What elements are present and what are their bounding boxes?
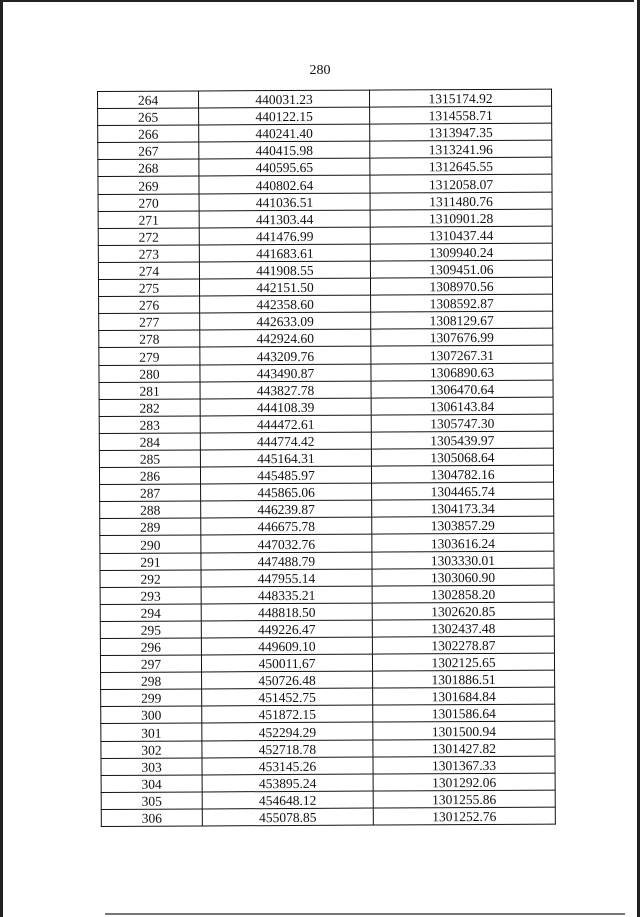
y-coordinate-cell: 1307267.31 (371, 346, 553, 364)
y-coordinate-cell: 1314558.71 (370, 106, 552, 124)
y-coordinate-cell: 1311480.76 (370, 192, 552, 210)
point-number-cell: 273 (98, 245, 199, 263)
y-coordinate-cell: 1315174.92 (369, 89, 551, 107)
y-coordinate-cell: 1301586.64 (373, 704, 555, 722)
x-coordinate-cell: 440241.40 (199, 124, 370, 142)
y-coordinate-cell: 1301684.84 (373, 687, 555, 705)
y-coordinate-cell: 1304465.74 (372, 482, 554, 500)
table-row (98, 175, 552, 194)
x-coordinate-cell: 449226.47 (201, 620, 372, 638)
point-number-cell: 289 (100, 518, 201, 536)
x-coordinate-cell: 442924.60 (200, 329, 371, 347)
y-coordinate-cell: 1308970.56 (370, 277, 552, 295)
x-coordinate-cell: 441476.99 (199, 227, 370, 245)
x-coordinate-cell: 447488.79 (201, 552, 372, 570)
point-number-cell: 272 (98, 228, 199, 246)
point-number-cell: 271 (98, 211, 199, 229)
point-number-cell: 264 (98, 91, 199, 109)
point-number-cell: 284 (99, 433, 200, 451)
point-number-cell: 298 (101, 672, 202, 690)
point-number-cell: 267 (98, 142, 199, 160)
x-coordinate-cell: 440415.98 (199, 141, 370, 159)
x-coordinate-cell: 440595.65 (199, 158, 370, 176)
point-number-cell: 287 (100, 484, 201, 502)
point-number-cell: 296 (100, 638, 201, 656)
table-row (100, 482, 554, 501)
scan-border-bottom (105, 913, 625, 915)
table-row (100, 653, 554, 672)
x-coordinate-cell: 443490.87 (200, 364, 371, 382)
table-row (99, 363, 553, 382)
table-row (101, 739, 555, 758)
coordinates-table-body (98, 89, 556, 826)
y-coordinate-cell: 1301292.06 (373, 773, 555, 791)
point-number-cell: 297 (100, 655, 201, 673)
table-row (99, 380, 553, 399)
table-row (99, 448, 553, 467)
table-row (98, 260, 552, 279)
x-coordinate-cell: 453895.24 (202, 774, 373, 792)
point-number-cell: 285 (99, 450, 200, 468)
x-coordinate-cell: 445164.31 (200, 449, 371, 467)
table-row (100, 602, 554, 621)
x-coordinate-cell: 444774.42 (200, 432, 371, 450)
table-row (101, 687, 555, 706)
y-coordinate-cell: 1301252.76 (373, 807, 555, 825)
x-coordinate-cell: 442358.60 (200, 295, 371, 313)
x-coordinate-cell: 448335.21 (201, 586, 372, 604)
point-number-cell: 290 (100, 535, 201, 553)
table-row (100, 499, 554, 518)
table-row (98, 140, 552, 159)
table-row (101, 807, 555, 826)
x-coordinate-cell: 449609.10 (201, 637, 372, 655)
point-number-cell: 277 (99, 313, 200, 331)
table-row (100, 516, 554, 535)
y-coordinate-cell: 1301255.86 (373, 790, 555, 808)
point-number-cell: 282 (99, 399, 200, 417)
y-coordinate-cell: 1301427.82 (373, 739, 555, 757)
y-coordinate-cell: 1303857.29 (372, 516, 554, 534)
x-coordinate-cell: 440031.23 (199, 90, 370, 108)
point-number-cell: 268 (98, 159, 199, 177)
table-row (99, 311, 553, 330)
point-number-cell: 300 (101, 706, 202, 724)
table-row (101, 670, 555, 689)
y-coordinate-cell: 1301886.51 (373, 670, 555, 688)
table-row (99, 294, 553, 313)
y-coordinate-cell: 1312058.07 (370, 175, 552, 193)
table-row (99, 397, 553, 416)
x-coordinate-cell: 452294.29 (202, 723, 373, 741)
y-coordinate-cell: 1306890.63 (371, 363, 553, 381)
table-row (98, 123, 552, 142)
table-row (101, 704, 555, 723)
table-row (100, 534, 554, 553)
y-coordinate-cell: 1310437.44 (370, 226, 552, 244)
table-row (98, 226, 552, 245)
table-row (98, 89, 552, 108)
y-coordinate-cell: 1310901.28 (370, 209, 552, 227)
table-row (98, 243, 552, 262)
point-number-cell: 274 (98, 262, 199, 280)
x-coordinate-cell: 443827.78 (200, 381, 371, 399)
point-number-cell: 279 (99, 347, 200, 365)
point-number-cell: 270 (98, 194, 199, 212)
point-number-cell: 280 (99, 364, 200, 382)
point-number-cell: 303 (101, 758, 202, 776)
y-coordinate-cell: 1305439.97 (371, 431, 553, 449)
x-coordinate-cell: 441303.44 (199, 210, 370, 228)
x-coordinate-cell: 441036.51 (199, 193, 370, 211)
table-row (100, 568, 554, 587)
point-number-cell: 276 (99, 296, 200, 314)
scan-border-left (0, 0, 3, 917)
table-row (99, 465, 553, 484)
point-number-cell: 299 (101, 689, 202, 707)
table-row (101, 722, 555, 741)
point-number-cell: 269 (98, 176, 199, 194)
y-coordinate-cell: 1308129.67 (371, 311, 553, 329)
x-coordinate-cell: 455078.85 (202, 808, 373, 826)
y-coordinate-cell: 1303060.90 (372, 568, 554, 586)
x-coordinate-cell: 446239.87 (201, 500, 372, 518)
y-coordinate-cell: 1304173.34 (372, 499, 554, 517)
y-coordinate-cell: 1313241.96 (370, 140, 552, 158)
page-number: 280 (309, 63, 331, 78)
y-coordinate-cell: 1301367.33 (373, 756, 555, 774)
x-coordinate-cell: 444108.39 (200, 398, 371, 416)
table-row (99, 328, 553, 347)
x-coordinate-cell: 440802.64 (199, 176, 370, 194)
x-coordinate-cell: 446675.78 (201, 517, 372, 535)
point-number-cell: 278 (99, 330, 200, 348)
y-coordinate-cell: 1303616.24 (372, 534, 554, 552)
x-coordinate-cell: 441908.55 (199, 261, 370, 279)
point-number-cell: 266 (98, 125, 199, 143)
table-row (100, 636, 554, 655)
y-coordinate-cell: 1302620.85 (372, 602, 554, 620)
y-coordinate-cell: 1306470.64 (371, 380, 553, 398)
y-coordinate-cell: 1312645.55 (370, 157, 552, 175)
coordinates-table (97, 89, 556, 827)
y-coordinate-cell: 1302858.20 (372, 585, 554, 603)
x-coordinate-cell: 445485.97 (200, 466, 371, 484)
x-coordinate-cell: 454648.12 (202, 791, 373, 809)
table-row (99, 346, 553, 365)
point-number-cell: 305 (101, 792, 202, 810)
y-coordinate-cell: 1304782.16 (371, 465, 553, 483)
y-coordinate-cell: 1302125.65 (372, 653, 554, 671)
point-number-cell: 295 (100, 621, 201, 639)
point-number-cell: 283 (99, 416, 200, 434)
x-coordinate-cell: 453145.26 (202, 757, 373, 775)
point-number-cell: 301 (101, 723, 202, 741)
y-coordinate-cell: 1306143.84 (371, 397, 553, 415)
x-coordinate-cell: 447955.14 (201, 569, 372, 587)
table-row (98, 209, 552, 228)
y-coordinate-cell: 1309940.24 (370, 243, 552, 261)
x-coordinate-cell: 448818.50 (201, 603, 372, 621)
point-number-cell: 291 (100, 552, 201, 570)
x-coordinate-cell: 444472.61 (200, 415, 371, 433)
y-coordinate-cell: 1305068.64 (371, 448, 553, 466)
y-coordinate-cell: 1309451.06 (370, 260, 552, 278)
y-coordinate-cell: 1302278.87 (372, 636, 554, 654)
y-coordinate-cell: 1302437.48 (372, 619, 554, 637)
y-coordinate-cell: 1313947.35 (370, 123, 552, 141)
x-coordinate-cell: 450726.48 (202, 671, 373, 689)
x-coordinate-cell: 451452.75 (202, 688, 373, 706)
point-number-cell: 281 (99, 382, 200, 400)
point-number-cell: 304 (101, 775, 202, 793)
table-row (98, 277, 552, 296)
x-coordinate-cell: 443209.76 (200, 346, 371, 364)
table-row (100, 619, 554, 638)
table-row (101, 773, 555, 792)
table-row (99, 431, 553, 450)
point-number-cell: 288 (100, 501, 201, 519)
table-row (100, 585, 554, 604)
x-coordinate-cell: 451872.15 (202, 705, 373, 723)
point-number-cell: 292 (100, 570, 201, 588)
y-coordinate-cell: 1301500.94 (373, 722, 555, 740)
x-coordinate-cell: 442151.50 (199, 278, 370, 296)
point-number-cell: 302 (101, 741, 202, 759)
table-row (100, 551, 554, 570)
point-number-cell: 286 (99, 467, 200, 485)
y-coordinate-cell: 1307676.99 (371, 328, 553, 346)
x-coordinate-cell: 441683.61 (199, 244, 370, 262)
x-coordinate-cell: 440122.15 (199, 107, 370, 125)
point-number-cell: 265 (98, 108, 199, 126)
y-coordinate-cell: 1308592.87 (371, 294, 553, 312)
point-number-cell: 294 (100, 604, 201, 622)
table-row (98, 192, 552, 211)
table-row (98, 157, 552, 176)
point-number-cell: 293 (100, 587, 201, 605)
x-coordinate-cell: 452718.78 (202, 740, 373, 758)
y-coordinate-cell: 1305747.30 (371, 414, 553, 432)
table-row (101, 790, 555, 809)
scan-border-top (2, 0, 634, 2)
x-coordinate-cell: 442633.09 (200, 312, 371, 330)
x-coordinate-cell: 445865.06 (201, 483, 372, 501)
table-row (99, 414, 553, 433)
x-coordinate-cell: 450011.67 (201, 654, 372, 672)
point-number-cell: 306 (101, 809, 202, 827)
table-row (98, 106, 552, 125)
y-coordinate-cell: 1303330.01 (372, 551, 554, 569)
x-coordinate-cell: 447032.76 (201, 535, 372, 553)
table-row (101, 756, 555, 775)
point-number-cell: 275 (98, 279, 199, 297)
